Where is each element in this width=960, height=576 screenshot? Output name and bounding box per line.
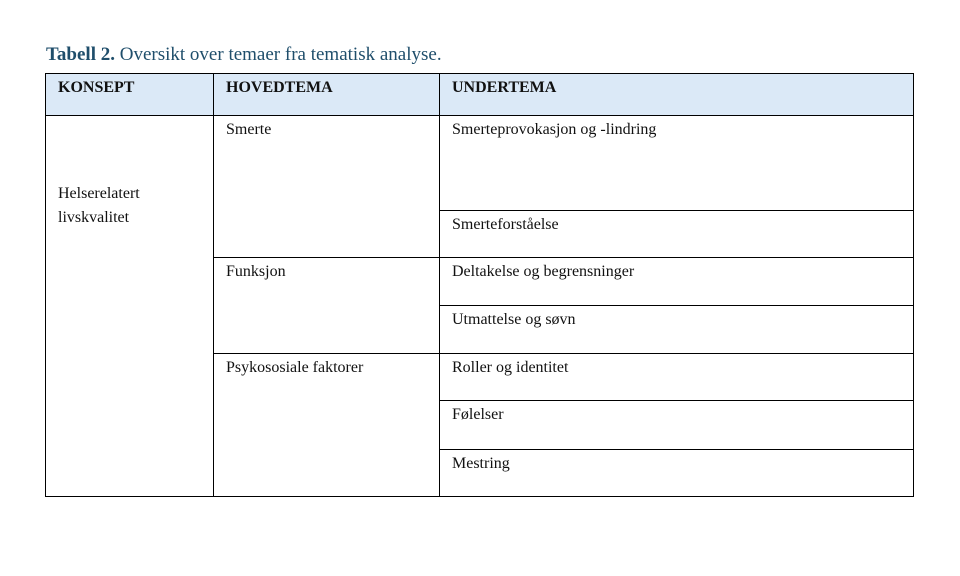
sub-theme-3: Deltakelse og begrensninger <box>452 263 635 280</box>
row-divider-funksjon <box>214 257 913 258</box>
sub-theme-1: Smerteprovokasjon og -lindring <box>452 121 657 138</box>
row-divider-sub-6 <box>440 400 913 401</box>
header-konsept: KONSEPT <box>46 74 214 115</box>
sub-theme-2: Smerteforståelse <box>452 216 559 233</box>
col-divider-1 <box>213 74 214 496</box>
caption-label: Tabell 2. <box>46 44 115 65</box>
table-caption <box>46 44 442 66</box>
header-divider <box>46 115 913 116</box>
sub-theme-6: Følelser <box>452 406 504 423</box>
sub-theme-5: Roller og identitet <box>452 359 569 376</box>
col-divider-2 <box>439 74 440 496</box>
header-hovedtema: HOVEDTEMA <box>214 74 440 115</box>
sub-theme-4: Utmattelse og søvn <box>452 311 576 328</box>
row-divider-sub-2 <box>440 210 913 211</box>
header-undertema: UNDERTEMA <box>440 74 913 115</box>
row-divider-psykososiale <box>214 353 913 354</box>
caption-text: Oversikt over temaer fra tematisk analyse. <box>115 44 442 65</box>
row-divider-sub-4 <box>440 305 913 306</box>
concept-cell: Helserelatert livskvalitet <box>58 185 140 226</box>
main-theme-smerte: Smerte <box>226 121 272 138</box>
row-divider-sub-7 <box>440 449 913 450</box>
main-theme-psykososiale: Psykososiale faktorer <box>226 359 364 376</box>
main-theme-funksjon: Funksjon <box>226 263 286 280</box>
themes-table <box>45 73 914 497</box>
sub-theme-7: Mestring <box>452 455 510 472</box>
